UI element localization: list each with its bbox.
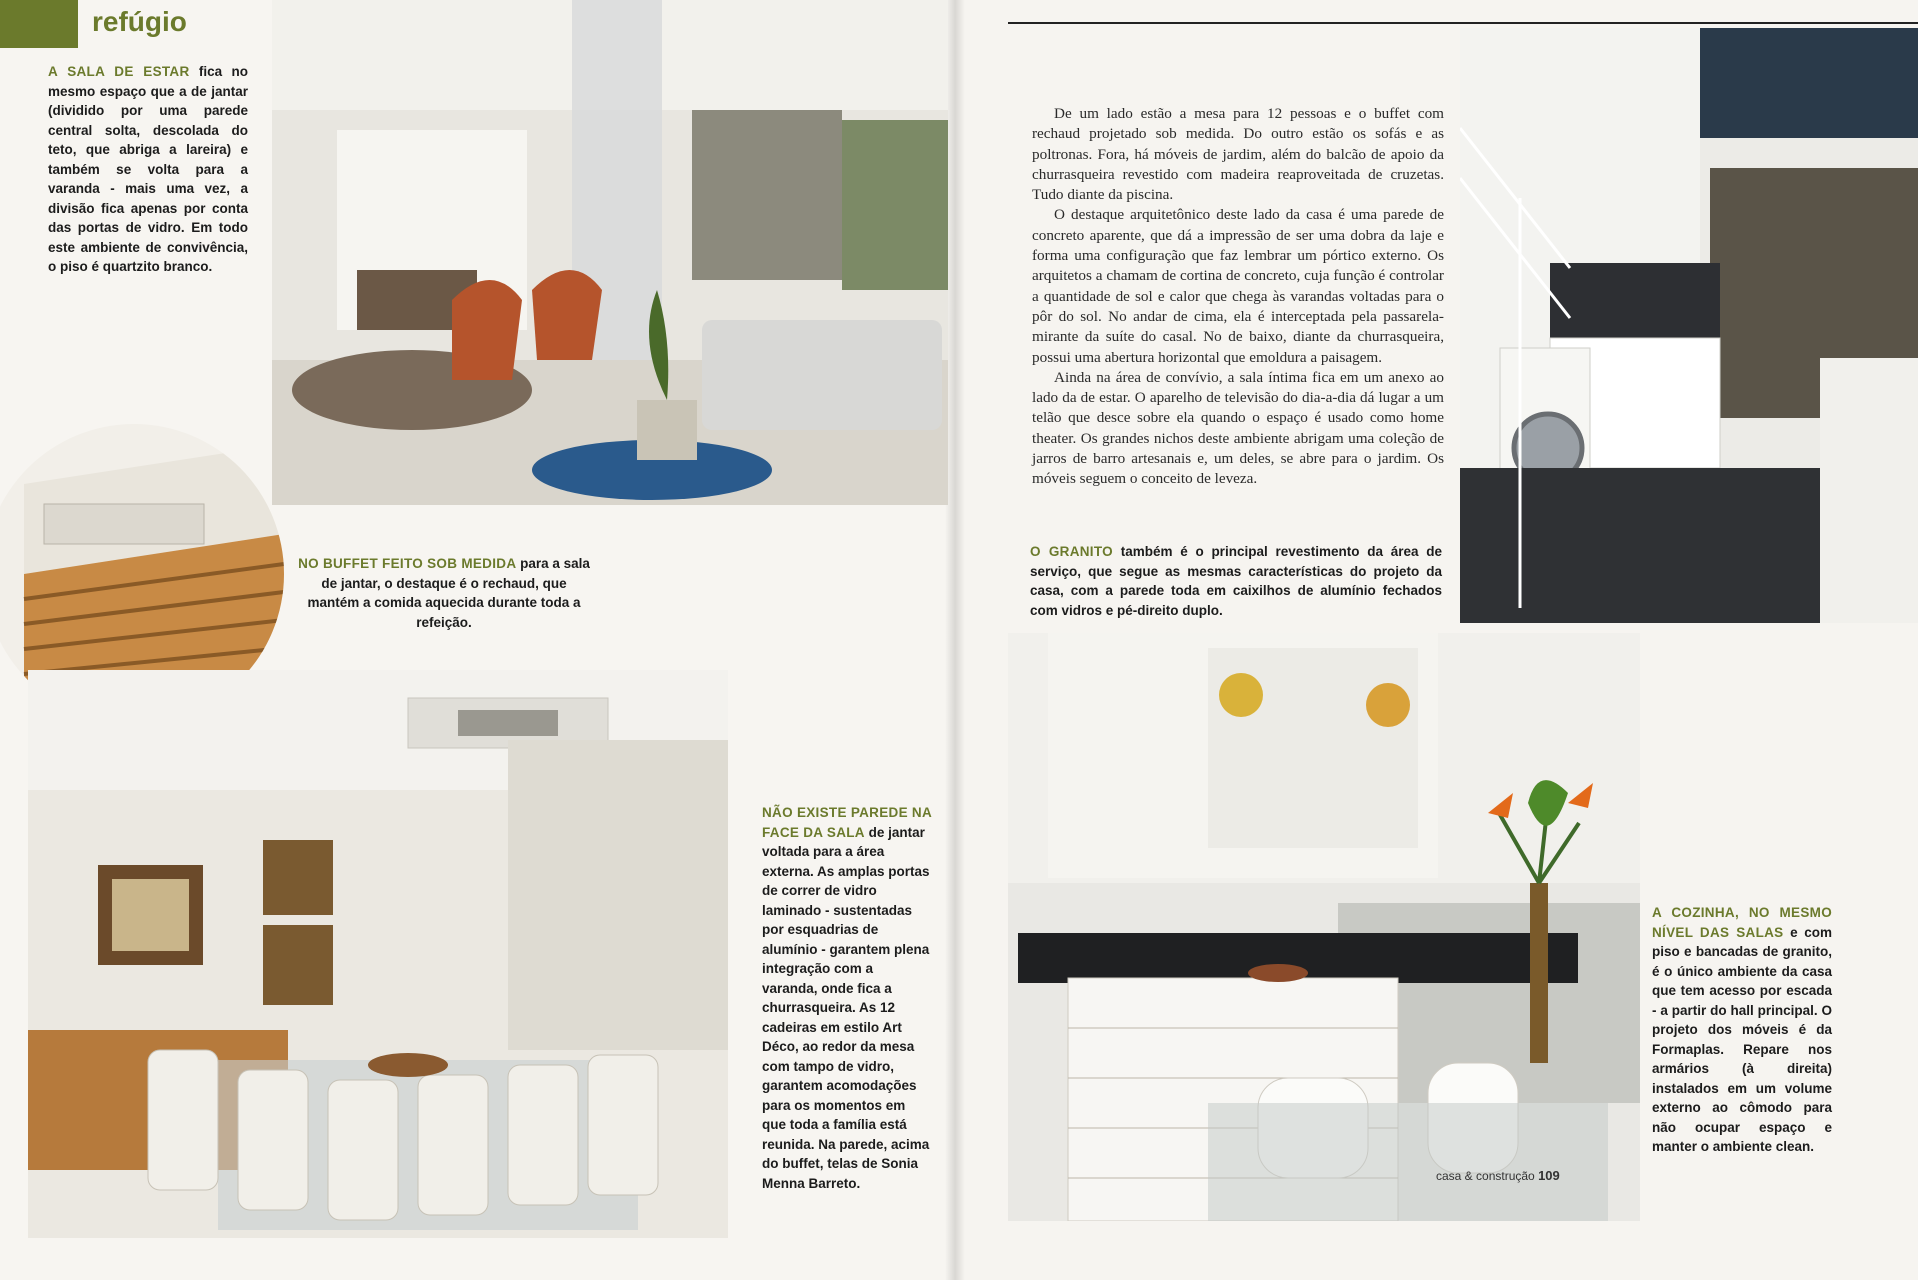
caption-granito <box>1030 542 1442 620</box>
caption-highlight: NO BUFFET FEITO SOB MEDIDA <box>298 556 517 571</box>
caption-highlight: O GRANITO <box>1030 544 1113 559</box>
article-paragraph: Ainda na área de convívio, a sala íntima fica em um anexo ao lado da de estar. O aparelho de televisão do dia-a-dia dá lugar a um telão que desce sobre ela quando o espaço é usado como home theater. Os grandes nichos deste ambiente abrigam uma coleção de jarros de barro artesanais e, um deles, se abre para o jardim. Os móveis seguem o conceito de leveza. <box>1032 368 1444 488</box>
caption-sala-estar <box>48 62 248 277</box>
page-footer <box>1436 1168 1560 1183</box>
caption-text: também é o principal revestimento da área de serviço, que segue as mesmas características do projeto da casa, com a parede toda em caixilhos de alumínio fechados com vidros e pé-direito duplo. <box>1030 544 1442 618</box>
article-paragraph: O destaque arquitetônico deste lado da casa é uma parede de concreto aparente, que dá a impressão de ser uma dobra da laje e forma uma configuração que faz lembrar um pórtico externo. Os arquitetos a chamam de cortina de concreto, cuja função é controlar a quantidade de sol e calor que chega às varandas voltadas para o pôr do sol. No andar de cima, ela é interceptada pela passarela-mirante da suíte do casal. No de baixo, diante da churrasqueira, possui uma abertura horizontal que emoldura a paisagem. <box>1032 206 1444 366</box>
article-body <box>1032 104 1444 490</box>
caption-highlight: A SALA DE ESTAR <box>48 64 190 79</box>
page-number: 109 <box>1538 1168 1560 1183</box>
section-title: refúgio <box>92 6 187 37</box>
caption-text: de jantar voltada para a área externa. As amplas portas de correr de vidro laminado - sustentadas por esquadrias de alumínio - garantem plena integração com a varanda, onde fica a churrasqueira. As 12 cadeiras em estilo Art Déco, ao redor da mesa com tampo de vidro, garantem acomodações para os momentos em que toda a família está reunida. Na parede, acima do buffet, telas de Sonia Menna Barreto. <box>762 824 930 1191</box>
magazine-name: casa & construção <box>1436 1169 1535 1183</box>
caption-highlight: NÃO EXISTE PAREDE NA FACE DA SALA <box>762 805 932 840</box>
caption-text: fica no mesmo espaço que a de jantar (dividido por uma parede central solta, descolada do teto, que abriga a lareira) e também se volta para a varanda - mais uma vez, a divisão fica apenas por conta das portas de vidro. Em todo este ambiente de convivência, o piso é quartzito branco. <box>48 64 248 274</box>
photo-kitchen <box>1008 633 1640 1221</box>
caption-text: para a sala de jantar, o destaque é o rechaud, que mantém a comida aquecida durante toda a refeição. <box>307 556 590 630</box>
caption-highlight: A COZINHA, NO MESMO NÍVEL DAS SALAS <box>1652 905 1832 940</box>
photo-dining-room <box>28 670 728 1238</box>
section-color-bar <box>0 0 78 48</box>
caption-parede <box>762 803 932 1193</box>
top-rule <box>1008 22 1918 24</box>
caption-text: e com piso e bancadas de granito, é o único ambiente da casa que tem acesso por escada - a partir do hall principal. O projeto dos móveis é da Formaplas. Repare nos armários (à direita) instalados em um volume externo ao cômodo para não ocupar espaço e manter o ambiente clean. <box>1652 924 1832 1154</box>
photo-living-room <box>272 0 948 505</box>
caption-cozinha <box>1652 903 1832 1157</box>
photo-laundry <box>1460 28 1918 623</box>
caption-buffet <box>294 554 594 632</box>
article-paragraph: De um lado estão a mesa para 12 pessoas e o buffet com rechaud projetado sob medida. Do outro estão os sofás e as poltronas. Fora, há móveis de jardim, além do balcão de apoio da churrasqueira revestido com madeira reaproveitada de cruzetas. Tudo diante da piscina. <box>1032 105 1444 204</box>
page-gutter <box>945 0 965 1280</box>
